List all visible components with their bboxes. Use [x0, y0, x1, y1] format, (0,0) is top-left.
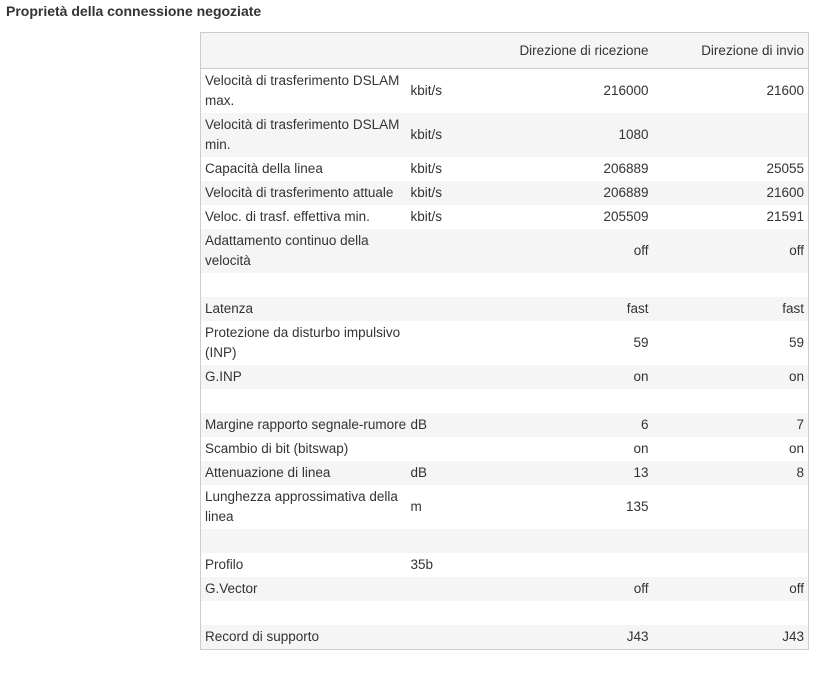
row-unit: kbit/s	[410, 127, 443, 142]
row-receive-value: 205509	[603, 209, 649, 224]
row-send-value: 21600	[766, 83, 804, 98]
table-row	[201, 113, 809, 157]
row-label: Margine rapporto segnale-rumore	[205, 417, 407, 432]
row-receive-value: 6	[640, 417, 649, 432]
row-label: Velocità di trasferimento DSLAM min.	[205, 117, 400, 152]
table-row	[201, 321, 809, 365]
row-unit: 35b	[410, 557, 434, 572]
row-send-value: J43	[782, 629, 804, 644]
row-receive-value: 1080	[618, 127, 649, 142]
header-label	[201, 33, 409, 69]
row-send-value	[653, 601, 809, 625]
row-send-value: on	[788, 441, 804, 456]
row-send-value: fast	[782, 301, 804, 316]
row-unit: kbit/s	[410, 209, 443, 224]
row-receive-value: 216000	[603, 83, 649, 98]
header-receive-direction: Direzione di ricezione	[471, 33, 653, 69]
row-receive-value	[471, 601, 653, 625]
row-label: Velocità di trasferimento DSLAM max.	[205, 73, 400, 108]
row-label	[201, 601, 409, 625]
row-label: G.INP	[205, 369, 242, 384]
row-send-value	[653, 529, 809, 553]
row-label: Velocità di trasferimento attuale	[205, 185, 394, 200]
table-row	[201, 413, 809, 437]
row-receive-value: off	[633, 243, 649, 258]
row-label: Latenza	[205, 301, 254, 316]
table-header-row	[201, 33, 809, 69]
row-send-value: 59	[788, 335, 804, 350]
row-receive-value: fast	[626, 301, 649, 316]
row-receive-value: 59	[633, 335, 649, 350]
row-send-value	[653, 273, 809, 297]
table-row	[201, 229, 809, 273]
row-unit	[409, 389, 471, 413]
row-send-value	[653, 553, 809, 577]
row-unit	[409, 529, 471, 553]
table-row	[201, 625, 809, 650]
table-row	[201, 69, 809, 114]
table-row	[201, 577, 809, 601]
connection-properties-table	[200, 32, 809, 650]
row-receive-value	[471, 389, 653, 413]
row-label: G.Vector	[205, 581, 258, 596]
row-label: Scambio di bit (bitswap)	[205, 441, 349, 456]
row-unit: kbit/s	[410, 161, 443, 176]
row-receive-value: on	[633, 441, 649, 456]
row-receive-value	[471, 553, 653, 577]
row-unit	[409, 601, 471, 625]
row-receive-value: J43	[626, 629, 649, 644]
row-label	[201, 273, 409, 297]
table-row	[201, 205, 809, 229]
row-unit	[409, 365, 471, 389]
row-unit	[409, 273, 471, 297]
row-label: Protezione da disturbo impulsivo (INP)	[205, 325, 401, 360]
row-unit	[409, 577, 471, 601]
row-label	[201, 529, 409, 553]
row-label: Capacità della linea	[205, 161, 323, 176]
row-label: Adattamento continuo della velocità	[205, 233, 369, 268]
header-unit	[409, 33, 471, 69]
row-send-value: 21600	[766, 185, 804, 200]
row-send-value: 25055	[766, 161, 804, 176]
row-label: Record di supporto	[205, 629, 320, 644]
row-receive-value: off	[633, 581, 649, 596]
row-send-value: on	[788, 369, 804, 384]
row-unit	[409, 437, 471, 461]
table-row	[201, 601, 809, 625]
row-receive-value	[471, 273, 653, 297]
row-receive-value: 13	[633, 465, 649, 480]
table-row	[201, 437, 809, 461]
row-label	[201, 389, 409, 413]
section-title: Proprietà della connessione negoziate	[6, 3, 262, 19]
row-unit: m	[410, 499, 422, 514]
row-unit	[409, 625, 471, 650]
table-row	[201, 461, 809, 485]
table-row	[201, 389, 809, 413]
table-row	[201, 157, 809, 181]
row-unit	[409, 321, 471, 365]
table-row	[201, 365, 809, 389]
row-send-value: 7	[796, 417, 804, 432]
row-send-value: 8	[796, 465, 804, 480]
table-row	[201, 297, 809, 321]
row-unit	[409, 297, 471, 321]
table-row	[201, 181, 809, 205]
row-send-value	[653, 485, 809, 529]
row-send-value	[653, 113, 809, 157]
row-label: Lunghezza approssimativa della linea	[205, 489, 398, 524]
row-unit	[409, 229, 471, 273]
row-label: Profilo	[205, 557, 244, 572]
table-row	[201, 485, 809, 529]
table-row	[201, 553, 809, 577]
row-unit: kbit/s	[410, 83, 443, 98]
row-receive-value: 206889	[603, 161, 649, 176]
row-label: Attenuazione di linea	[205, 465, 331, 480]
row-receive-value: 135	[625, 499, 649, 514]
row-send-value: 21591	[766, 209, 804, 224]
row-send-value	[653, 389, 809, 413]
row-receive-value	[471, 529, 653, 553]
row-receive-value: on	[633, 369, 649, 384]
row-unit: kbit/s	[410, 185, 443, 200]
table-row	[201, 273, 809, 297]
row-send-value: off	[789, 581, 804, 596]
row-label: Veloc. di trasf. effettiva min.	[205, 209, 370, 224]
row-unit: dB	[410, 465, 428, 480]
row-unit: dB	[410, 417, 428, 432]
table-row	[201, 529, 809, 553]
row-receive-value: 206889	[603, 185, 649, 200]
row-send-value: off	[789, 243, 804, 258]
header-send-direction: Direzione di invio	[653, 33, 809, 69]
